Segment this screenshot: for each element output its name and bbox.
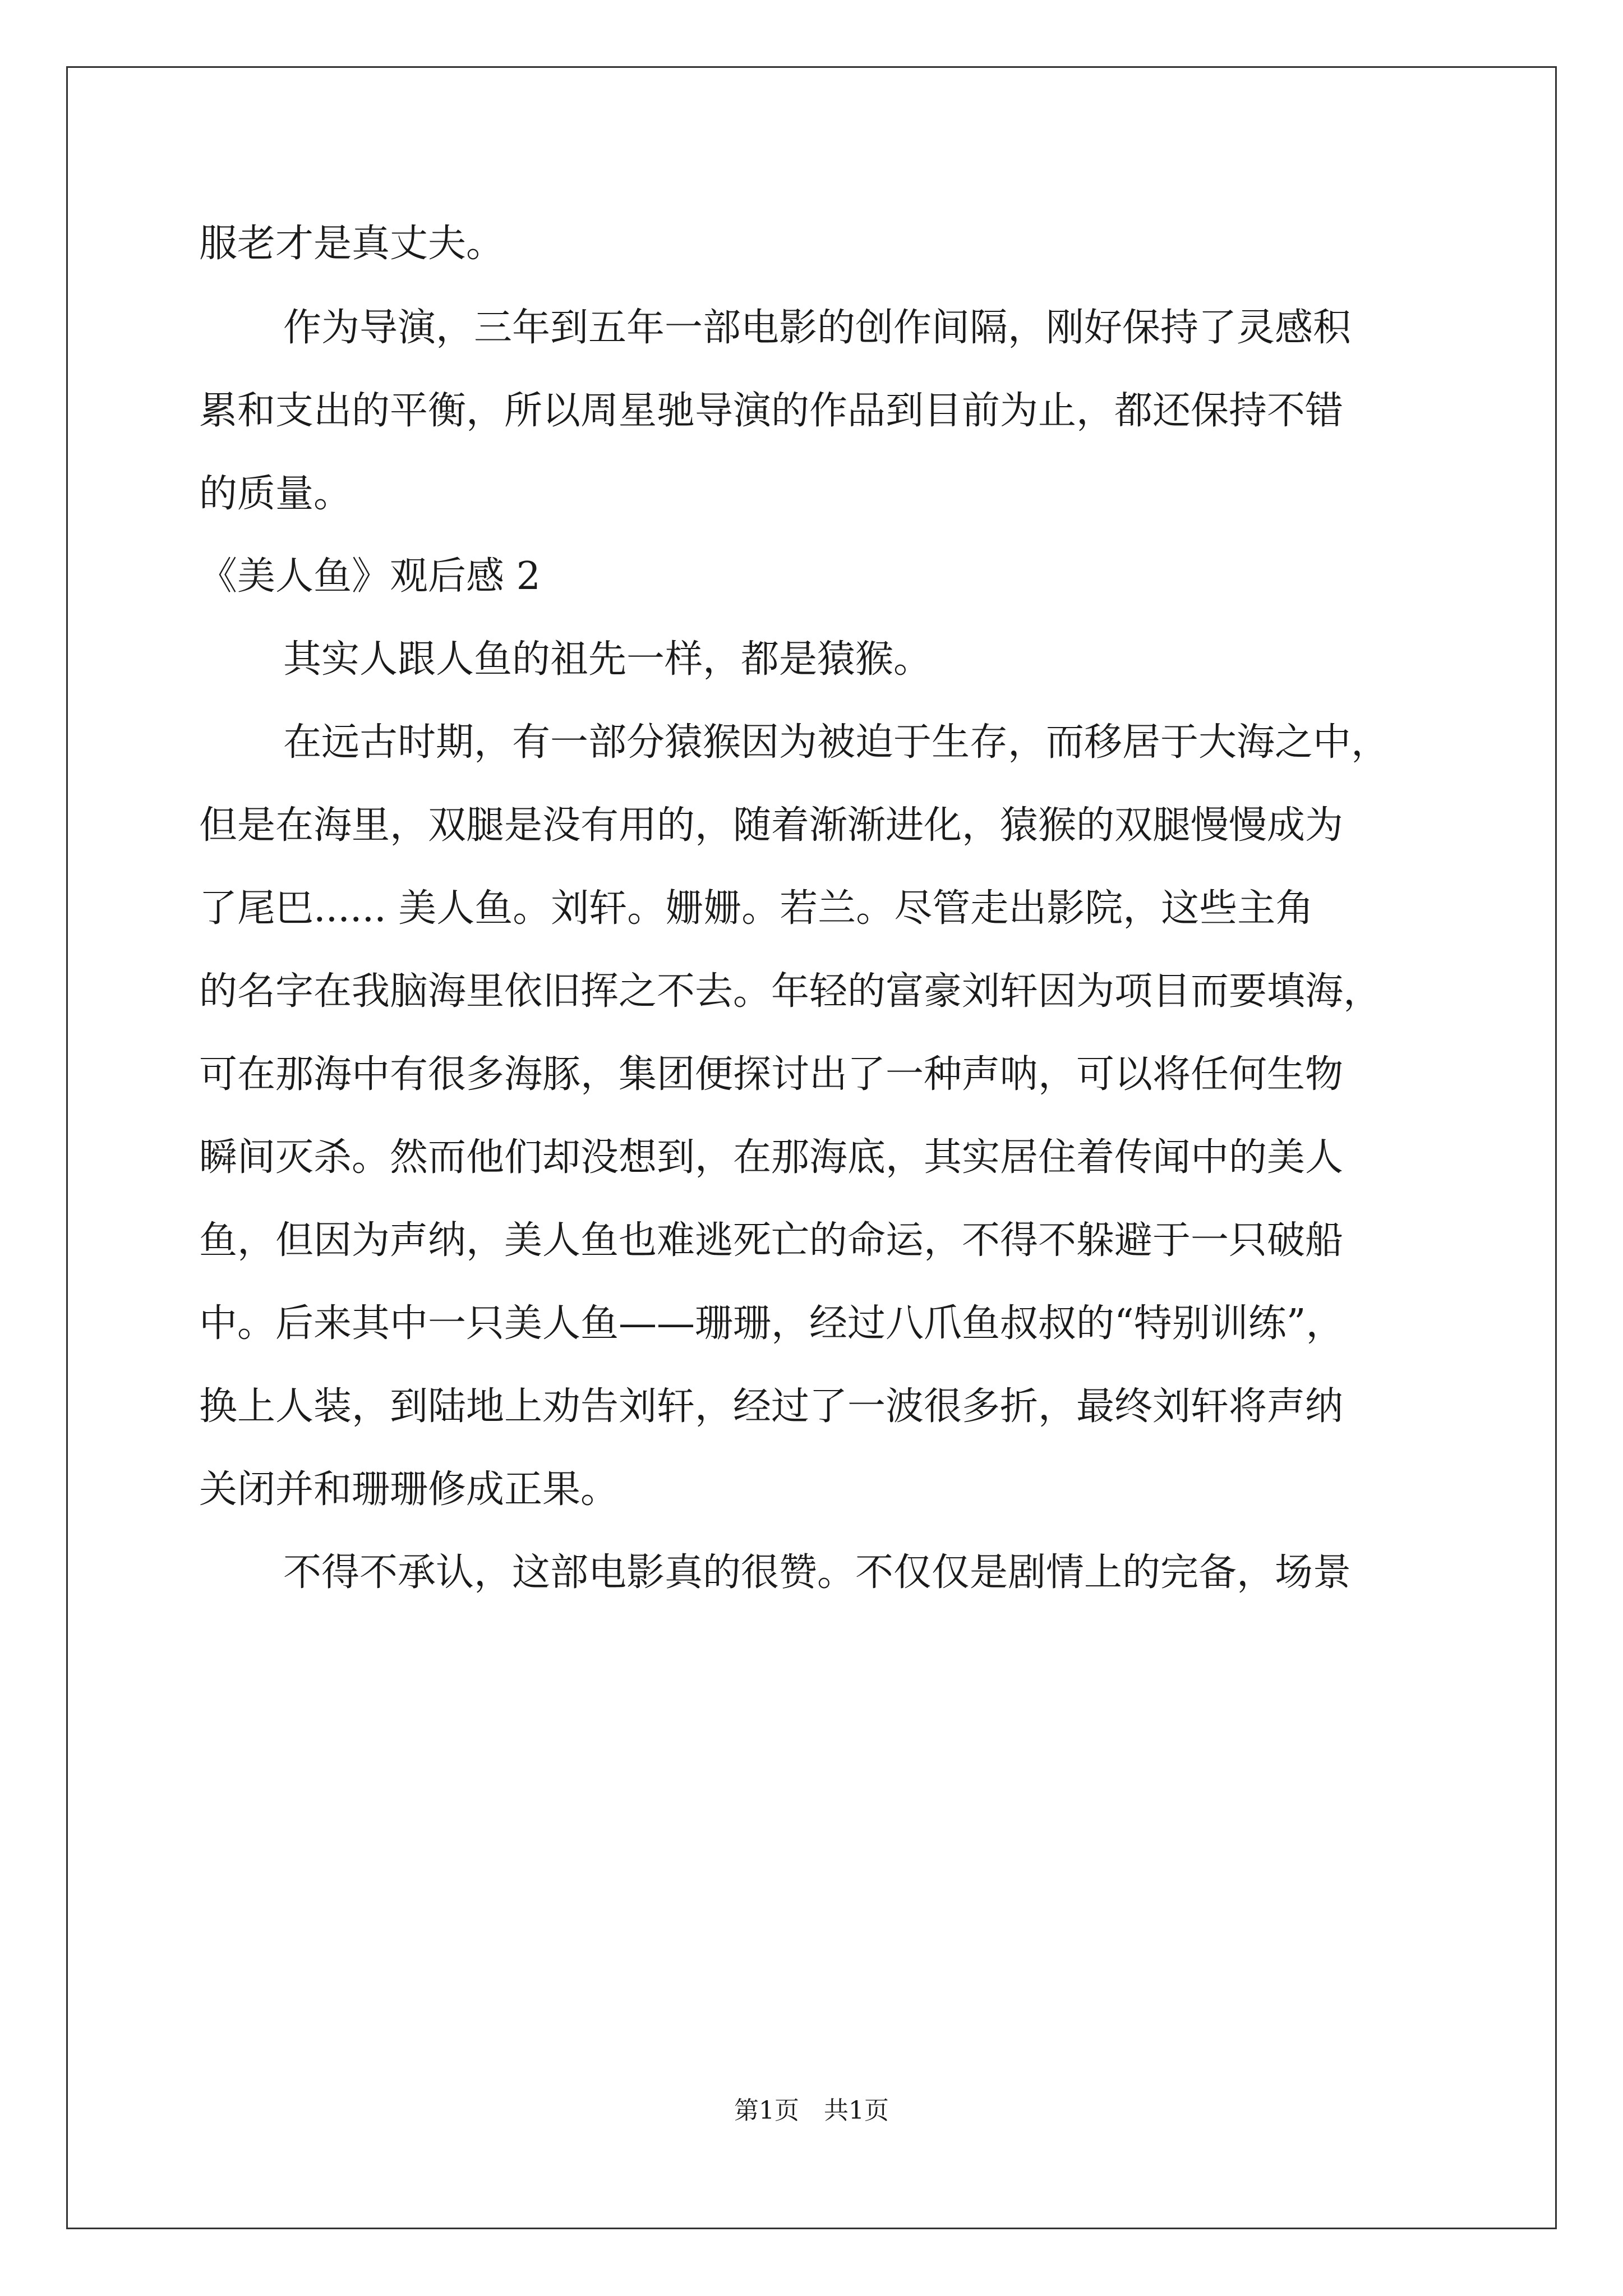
page-footer: 第1页 共1页 bbox=[734, 2096, 889, 2125]
text-line: 其实人跟人鱼的祖先一样，都是猿猴。 bbox=[283, 637, 932, 682]
text-line: 服老才是真丈夫。 bbox=[199, 222, 505, 266]
text-line: 但是在海里，双腿是没有用的，随着渐渐进化，猿猴的双腿慢慢成为 bbox=[199, 803, 1344, 848]
text-line: 中。后来其中一只美人鱼——珊珊，经过八爪鱼叔叔的“特别训练”， bbox=[199, 1301, 1344, 1346]
text-line: 鱼，但因为声纳，美人鱼也难逃死亡的命运，不得不躲避于一只破船 bbox=[199, 1218, 1344, 1263]
text-line: 关闭并和珊珊修成正果。 bbox=[199, 1467, 619, 1512]
text-line: 瞬间灭杀。然而他们却没想到，在那海底，其实居住着传闻中的美人 bbox=[199, 1135, 1344, 1180]
section-heading: 《美人鱼》观后感 2 bbox=[199, 554, 541, 599]
text-line: 换上人装，到陆地上劝告刘轩，经过了一波很多折，最终刘轩将声纳 bbox=[199, 1384, 1344, 1429]
text-line: 累和支出的平衡，所以周星驰导演的作品到目前为止，都还保持不错 bbox=[199, 389, 1344, 433]
text-line: 可在那海中有很多海豚，集团便探讨出了一种声呐，可以将任何生物 bbox=[199, 1052, 1344, 1097]
text-line: 的名字在我脑海里依旧挥之不去。年轻的富豪刘轩因为项目而要填海， bbox=[199, 969, 1382, 1014]
text-line: 在远古时期，有一部分猿猴因为被迫于生存，而移居于大海之中， bbox=[283, 720, 1390, 765]
text-line: 了尾巴...... 美人鱼。刘轩。姗姗。若兰。尽管走出影院，这些主角 bbox=[199, 886, 1314, 931]
text-line: 的质量。 bbox=[199, 472, 352, 516]
text-line: 不得不承认，这部电影真的很赞。不仅仅是剧情上的完备，场景 bbox=[283, 1550, 1352, 1595]
text-line: 作为导演，三年到五年一部电影的创作间隔，刚好保持了灵感积 bbox=[283, 306, 1352, 350]
